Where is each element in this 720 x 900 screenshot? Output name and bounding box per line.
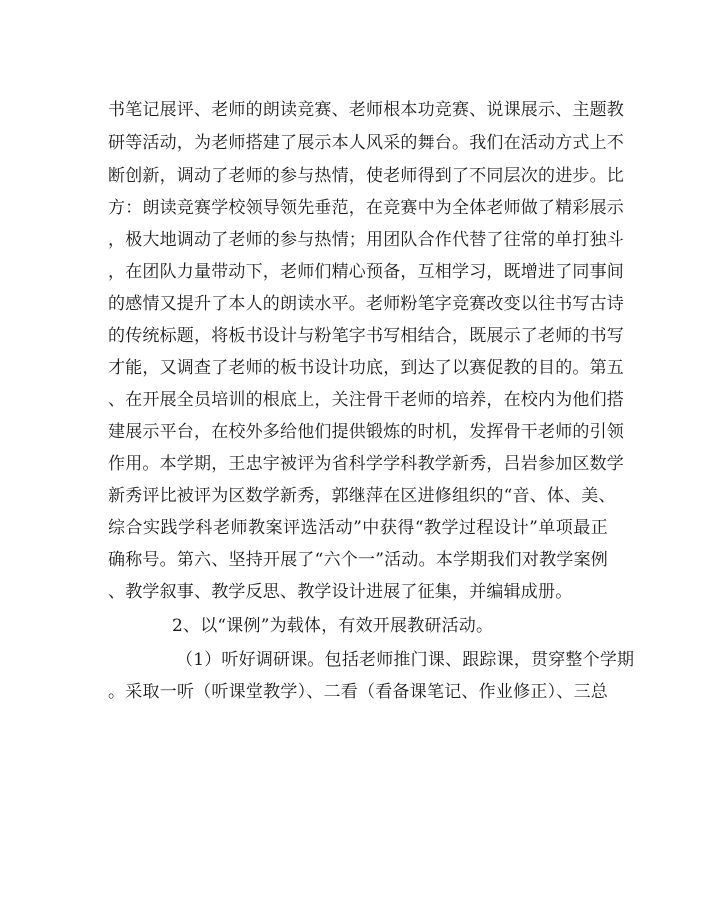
paragraph-line: 作用。本学期，王忠宇被评为省科学学科教学新秀，吕岩参加区数学 bbox=[108, 454, 624, 474]
paragraph-line: （1）听好调研课。包括老师推门课、跟踪课，贯穿整个学期 bbox=[176, 650, 635, 670]
paragraph-line: 研等活动，为老师搭建了展示本人风采的舞台。我们在活动方式上不 bbox=[108, 133, 624, 153]
paragraph-line: 建展示平台，在校外多给他们提供锻炼的时机，发挥骨干老师的引领 bbox=[108, 422, 624, 442]
paragraph-line: ，极大地调动了老师的参与热情；用团队合作代替了往常的单打独斗 bbox=[108, 230, 624, 250]
paragraph-line: ，在团队力量带动下，老师们精心预备，互相学习，既增进了同事间 bbox=[108, 262, 624, 282]
section-heading: 2、以“课例”为载体，有效开展教研活动。 bbox=[172, 616, 494, 636]
paragraph-line: 方：朗读竞赛学校领导领先垂范，在竞赛中为全体老师做了精彩展示 bbox=[108, 198, 624, 218]
paragraph-line: 才能，又调查了老师的板书设计功底，到达了以赛促教的目的。第五 bbox=[108, 358, 624, 378]
paragraph-line: 的感情又提升了本人的朗读水平。老师粉笔字竞赛改变以往书写古诗 bbox=[108, 294, 624, 314]
paragraph-line: 、教学叙事、教学反思、教学设计进展了征集，并编辑成册。 bbox=[108, 582, 573, 602]
paragraph-line: 。采取一听（听课堂教学）、二看（看备课笔记、作业修正）、三总 bbox=[108, 682, 608, 702]
paragraph-line: 书笔记展评、老师的朗读竞赛、老师根本功竞赛、说课展示、主题教 bbox=[108, 100, 624, 120]
paragraph-line: 的传统标题，将板书设计与粉笔字书写相结合，既展示了老师的书写 bbox=[108, 326, 624, 346]
paragraph-line: 确称号。第六、坚持开展了“六个一”活动。本学期我们对教学案例 bbox=[108, 550, 608, 570]
paragraph-line: 、在开展全员培训的根底上，关注骨干老师的培养，在校内为他们搭 bbox=[108, 390, 624, 410]
paragraph-line: 断创新，调动了老师的参与热情，使老师得到了不同层次的进步。比 bbox=[108, 166, 624, 186]
paragraph-line: 新秀评比被评为区数学新秀，郭继萍在区进修组织的“音、体、美、 bbox=[108, 486, 616, 506]
paragraph-line: 综合实践学科老师教案评选活动”中获得“教学过程设计”单项最正 bbox=[108, 518, 608, 538]
